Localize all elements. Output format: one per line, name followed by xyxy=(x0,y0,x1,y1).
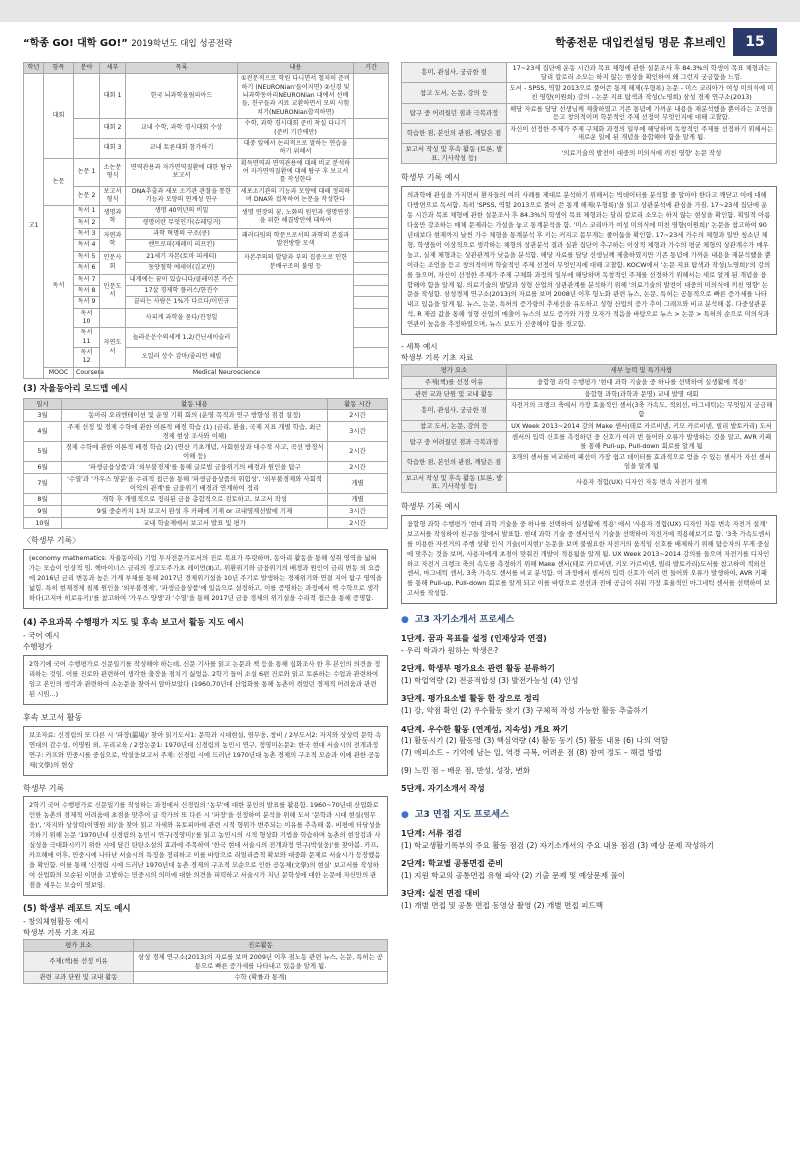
table-row xyxy=(24,474,388,494)
step-heading: 2단계. 학생부 평가요소 관련 활동 분류하기 xyxy=(401,664,555,674)
detail-cell: 독서 12 xyxy=(74,348,100,368)
table-header: 항목 xyxy=(44,63,74,74)
step-heading: 1단계: 서류 점검 xyxy=(401,828,462,838)
content-cell: '수열'과 '가우스 양분'을 수리적 접근을 통해 '파생금융상품의 위험성', '외부불경제와 사회적 이익의 관계'를 금융위기 배경과 연계하여 정리 xyxy=(62,474,328,494)
time-cell: 2시간 xyxy=(328,442,388,462)
table-row xyxy=(24,506,388,518)
key-cell: 탐구 중 어려웠던 점과 극복과정 xyxy=(402,103,507,123)
content-cell: 대중 앞에서 논리적으로 말하는 연습을 하기 위해서 xyxy=(238,138,354,158)
key-cell: 보고서 작성 및 후속 활동 (토론, 발표, 기사작성 등) xyxy=(402,472,507,492)
sec4-label2: 후속 보고서 활동 xyxy=(23,713,83,723)
record2-box: 의과학에 관심을 가지면서 환자들의 여러 사례를 제대로 분석하기 위해서는 빅데이터를 분석할 줄 알아야 한다고 깨닫고 이에 대해 다방면으로 독서함. 특히 'SPSS, 역할 2013으로 풀어 쓴 통계 해제(우형록)'을 읽고 상관분석에 관심을 가짐. 17~23세 집단에 운동 시간과 목표 체형에 관한 설문조사 후 84.3%의 학생이 목표 체형과는 달리 칼로리 소모는 하지 않는 현상을 확인함. 획일적 아름다움만 강조하는 매체 문제라는 가설을 놓고 통계분석을 함. '미스 코리아가 여성 미의식에 미친 영향(이원희)' 논문을 참고하여 90년대보다 현재까지 날씬 가수 체형을 통계분석 후 키는 커지고 몸무게는 줄어듦을 확인함. 17~23세 가수의 체형과 일반 청소년 체형, 학생들이 이상적으로 생각하는 체형의 상관분석 결과 실관 집단이 추구하는 이상적 체형과 가수의 평균 체형의 상관계수가 매우 높고, 실제 체형과는 상관관계가 낮음을 분석함. 해당 자료를 담당 선생님께 제출하였지만 기존 통념에 가까운 내용을 재분석했을 뿐이라는 조언을 듣고 창의적이며 학술적인 주제 선정이 무엇인지에 대해 고찰함. KOCW에서 '논문 지표 탐색과 작성(노영희)'의 강의를 들으며, 자신이 선정한 주제가 주제 구체화 과정의 일부에 해당하며 독창적인 주제를 선정하기 위해서는 새로 알게 된 개념을 융합해야 함을 알게 됨. 의료기술의 발달과 성형 산업의 상관관계를 분석하기 위해 '의료기술의 발전이 대중의 미의식에 끼친 영향' 논문을 작성함. 삼성경제 연구소(2013)의 자료를 보며 2008년 이후 헝노화 관련 뉴스, 논문, 특허는 공통적으로 빠른 증가세를 나타내고 있음을 알게 됨. 뉴스, 논문, 특허의 증가량의 추세선을 유도하고 성형 산업의 증가 추이 그래프와 비교 분석해 봄. 다중상관분석, R 제곱 값을 통해 성형 산업의 매출이 뉴스의 보도 증가와 가장 모자가 적음을 바탕으로 뉴스 > 논문 > 특허의 순으로 미의식과 연관이 높음을 추정하였으며, 뉴스 보도가 신중해야 함을 경고함. xyxy=(401,186,777,335)
detail-cell: 논문 1 xyxy=(74,158,100,186)
list-cell: 생명이란 무엇인가(슈레딩거) xyxy=(126,217,238,228)
detail-cell: 독서 1 xyxy=(74,206,100,217)
table-row xyxy=(402,388,777,400)
date-cell: 10월 xyxy=(24,517,62,529)
time-cell: 2시간 xyxy=(328,462,388,474)
activity-plan-table xyxy=(23,62,389,379)
field-cell xyxy=(100,308,126,328)
content-cell: 교내 학술제에서 보고서 발표 및 평가 xyxy=(62,517,328,529)
value-cell: 삼성 경제 연구소(2013)의 자료를 보며 2009년 이후 점노동 관련 뉴스, 논문, 특허는 공통으로 빠른 증가세를 나타내고 있음을 알게 됨. xyxy=(134,952,388,972)
detail-cell: 독서 7 xyxy=(74,274,100,285)
content-cell: 주제 선정 및 경제 수학에 관한 이론적 배경 학습 (1) (금리, 환율, 국제 지표 개별 학습, 최근 경제 현상 조사와 이해) xyxy=(62,421,328,441)
table-row xyxy=(24,367,389,378)
content-cell: 9월 중순까지 1차 보고서 완성 후 카페에 기재 or 교내영재선발에 기재 xyxy=(62,506,328,518)
period-cell xyxy=(354,229,389,240)
date-cell: 8월 xyxy=(24,494,62,506)
sec4-label: 수행평가 xyxy=(23,642,52,652)
list-cell: 교내 토론대회 참가하기 xyxy=(126,138,238,158)
date-cell: 7월 xyxy=(24,474,62,494)
period-cell xyxy=(354,186,389,206)
field-cell xyxy=(74,138,100,158)
table-row xyxy=(402,420,777,432)
table-row xyxy=(24,421,388,441)
table-header: 목록 xyxy=(126,63,238,74)
sec5-title: (5) 학생부 레포트 지도 예시 xyxy=(23,903,131,914)
content-cell xyxy=(238,274,354,367)
content-cell: '파생금융상품'과 '외부불경제'를 통해 글로벌 금융위기의 배경과 원인을 탐구 xyxy=(62,462,328,474)
table-row xyxy=(402,377,777,389)
field-cell: 보고서 형식 xyxy=(100,186,126,206)
sec5-sub2: 학생부 기록 기초 자료 xyxy=(23,928,96,938)
content-cell: 경제 수학에 관한 이론적 배경 학습 (2) (연산 기초개념, 사회현상과 대수적 사고, 곡선 방정식 이해 등) xyxy=(62,442,328,462)
field-cell xyxy=(74,119,100,139)
value-cell: 사용자 경험(UX) 디자인 자동 변속 자전거 설계 xyxy=(507,472,777,492)
table-header: 세부 xyxy=(100,63,126,74)
value-cell: 센서의 입력 신호를 측정하던 중 신호가 여러 번 들어와 오류가 발생하는 것을 알고, AVR 키패를 통해 Pull-up, Pull-down 회로를 알게 됨 xyxy=(507,432,777,452)
step-line: (7) 에피소드 – 기억에 남는 일, 역경 극복, 어려운 점 (8) 참여 정도 – 해결 방법 xyxy=(401,747,662,757)
value-cell: 자전거의 크랭크 축에서 가장 효율적인 센서(3축 가속도, 적외선, 마그네틱)는 무엇일지 궁금해 함 xyxy=(507,400,777,420)
table-header: 분야 xyxy=(74,63,100,74)
setuk-table xyxy=(401,364,777,493)
field-cell: 인문사회 xyxy=(100,251,126,274)
detail-cell: 대회 1 xyxy=(100,74,126,119)
table-row xyxy=(402,452,777,472)
value-cell: 자신이 선정한 주제가 주제 구체화 과정의 일부에 해당하며 독창적인 주제를 선정하기 위해서는 새로운 일에 된 개념을 융합해야 함을 알게 됨. xyxy=(507,123,777,143)
category-cell: 논문 xyxy=(44,158,74,206)
detail-cell: 독서 5 xyxy=(74,251,100,262)
table-header: 일시 xyxy=(24,398,62,410)
step-heading: 2단계: 학교별 공통면접 준비 xyxy=(401,859,504,869)
list-cell: 한국 뇌과학올림피아드 xyxy=(126,74,238,119)
detail-cell: 논문 2 xyxy=(74,186,100,206)
key-cell: 주제(책)를 선정 이유 xyxy=(402,377,507,389)
time-cell: 3시간 xyxy=(328,421,388,441)
field-cell xyxy=(74,74,100,119)
period-cell xyxy=(354,297,389,308)
field-cell: Coursera xyxy=(74,367,100,378)
time-cell: 3시간 xyxy=(328,506,388,518)
record1-box: (economy mathematics: 자율동아리) 기업 투자전문가로서의 진로 목표가 뚜렷하며, 동아리 활동을 통해 성취 영역을 넓혀가는 모습이 인상적 임. 헥마이너스 금리의 경고도주가초 레이먼(Ⅱ)고, 위환위기와 금융위기의 배경과 원인이 금리 변동 외 요즘에 2016년 금리 변동과 높은 가계 부채를 통해 2017년 경제위기설을 10년 주기로 발생하는 경제위기와 연결 지어 탐구 영역을 넓힘. 특히 현재경제 침체 원인을 '외부불경제', '파생금융상품'에 있음으로 설정하고, 이를 증명하는 과정에서 책 수학으로 생각하다(고지마 히로유키)'를 참고하여 '가우스 양생'과 '수열'을 통해 2017년 금융 경제의 위기설을 수리적 접근을 통해 증명함. xyxy=(23,549,388,609)
table-row xyxy=(24,229,389,240)
detail-cell: 독서 4 xyxy=(74,240,100,251)
list-cell: 과학 혁명의 구조(쿤) xyxy=(126,229,238,240)
report-table xyxy=(23,939,388,984)
content-cell: 개학 후 개별적으로 정리된 금융 총합적으로 검토하고, 보고서 작성 xyxy=(62,494,328,506)
table-row xyxy=(24,494,388,506)
table-row xyxy=(24,186,389,206)
key-cell: 탐구 중 어려웠던 점과 극복과정 xyxy=(402,432,507,452)
value-cell: UX Week 2013~2014 강의 Make 센서(테로 카르비넨, 키모 카르비넨, 빌리 발토카리) 도서 xyxy=(507,420,777,432)
date-cell: 9월 xyxy=(24,506,62,518)
header-title: “학종 GO! 대학 GO!” 2019학년도 대입 성공전략 xyxy=(23,38,233,49)
value-cell: 융합형 과학(과학과 문명) 교내 발명 대회 xyxy=(507,388,777,400)
period-cell xyxy=(354,367,389,378)
key-cell: 흥미, 관심사, 궁금한 점 xyxy=(402,63,507,83)
key-cell: 주제(책)를 선정 이유 xyxy=(24,952,134,972)
detail-cell: 독서 10 xyxy=(74,308,100,328)
field-cell: 소논문 형식 xyxy=(100,158,126,186)
date-cell: 3월 xyxy=(24,410,62,422)
value-cell: 융합형 과학 수행평가 '현대 과학 기술을 중 하나를 선택하여 실생활에 적용' xyxy=(507,377,777,389)
period-cell xyxy=(354,308,389,328)
field-cell: 인문도서 xyxy=(100,274,126,308)
content-cell: 수학, 과학 경시대회 준비 착실 다니기 (준비 기간에만) xyxy=(238,119,354,139)
table-row xyxy=(402,400,777,420)
page-number: 15 xyxy=(733,28,777,56)
step-heading: 5단계. 자기소개서 작성 xyxy=(401,784,485,794)
field-cell: 자연도서 xyxy=(100,328,126,367)
table-row xyxy=(24,119,389,139)
value-cell: 수학 (확률과 통계) xyxy=(134,972,388,984)
table-header: 평가 요소 xyxy=(402,365,507,377)
step-line: - 우리 학과가 원하는 학생은? xyxy=(401,646,499,656)
list-cell: 17살 경제학 플러스/한진수 xyxy=(126,285,238,296)
period-cell xyxy=(354,119,389,139)
grade-cell: 고1 xyxy=(24,74,44,379)
record3-box: 융합형 과학 수행평가 '현대 과학 기술을 중 하나를 선택하여 실생활에 적용' 에서 '사용자 경험(UX) 디자인 자동 변속 자전거 설계' 보고서를 작성하여 친구들 앞에서 발표함. 현대 과학 기술 중 센서인식 기술을 선택하여 자전거에 적용해보기로 함. '3축 가속도센서를 이용한 자전거의 주행 상황 인식 기술(이지현)' 논문을 보며 불필요한 자전거의 움직임 신호를 배제하기 위해 탐승자의 무게 중심에 맞추는 것을 보며, 사용자에게 초점이 맞춰진 개발이 적용됨을 알게 됨. UX Week 2013~2014 강의를 들으며 자전거를 디자인 하고 자전거 크랭크 축의 속도를 측정하기 위해 Make 센서(테로 카르비넨, 키모 카르비넨, 빌리 발토카리)도서를 참고하여 적외선 센서, 마그네틱 센서, 3축 가속도 센서를 비교 분석함. 이 과정에서 센서의 입력 신호가 여러 번 들어와 오류가 발생하여, AVR 키패를 통해 Pull-up, Pull-down 회로를 알게 되고 이를 바탕으로 전선과 전에 공급이 쉬워 가장 효율적인 마그네틱 센서를 선택하여 보고서를 작성함. xyxy=(401,515,777,604)
table-row xyxy=(24,138,389,158)
list-cell: 놀라운운수의세계 1,2/건닌세이슬러 xyxy=(126,328,238,348)
value-cell: 3개의 센서를 비교하여 패선이 가장 쉽고 데이터를 효과적으로 얻을 수 있는 센서가 자선 센서임을 알게 됨 xyxy=(507,452,777,472)
key-cell: 참고 도서, 논문, 강의 등 xyxy=(402,83,507,103)
step-line: (1) 강, 약점 확인 (2) 우수활동 찾기 (3) 구체적 작성 가능한 활동 추출하기 xyxy=(401,706,649,716)
content-cell: 패러다임의 학문으로서의 과학의 본질과 발전방향 모색 xyxy=(238,229,354,252)
bullet-icon: ● xyxy=(401,809,409,820)
list-cell: 사피게 과학을 묻다/진정일 xyxy=(126,308,238,328)
detail-cell: 대회 2 xyxy=(100,119,126,139)
period-cell xyxy=(354,251,389,262)
sec5-sub1: - 창의체험활동 예시 xyxy=(23,917,89,927)
period-cell xyxy=(354,240,389,251)
key-cell: 참고 도서, 논문, 강의 등 xyxy=(402,420,507,432)
sec6-label: 학생부 기록 기초 자료 xyxy=(401,353,474,363)
table-row xyxy=(24,206,389,217)
key-cell: 학습한 점, 본인의 관점, 깨달은 점 xyxy=(402,123,507,143)
step-heading: 3단계. 평가요소별 활동 한 장으로 정리 xyxy=(401,694,540,704)
sec4-title: (4) 주요과목 수행평가 지도 및 후속 보고서 활동 지도 예시 xyxy=(23,617,244,628)
content-cell: 생명 연장의 꿈, 노화의 원인과 생명연장을 위한 해결방안에 대하여 xyxy=(238,206,354,229)
record3-label: 학생부 기록 예시 xyxy=(401,502,461,512)
detail-cell: 독서 2 xyxy=(74,217,100,228)
list-cell: 면역관용과 자가면역질환에 대한 탐구 보고서 xyxy=(126,158,238,186)
table-header: 세부 능력 및 특기사항 xyxy=(507,365,777,377)
table-header: 학년 xyxy=(24,63,44,74)
time-cell: 2시간 xyxy=(328,517,388,529)
report-table-continued xyxy=(401,62,777,164)
bullet1-title: ● 고3 자기소개서 프로세스 xyxy=(401,615,515,626)
list-cell: 동양철학 에세이(김교빈) xyxy=(126,263,238,274)
step-line: (1) 활동시기 (2) 활동명 (3) 핵심역량 (4) 활동 동기 (5) 활동 내용 (6) 나의 역할 xyxy=(401,736,669,746)
time-cell: 개별 xyxy=(328,474,388,494)
list-cell: 오일러 상수 감마/줄리언 해빌 xyxy=(126,348,238,368)
period-cell xyxy=(354,74,389,119)
content-cell: 자본주의의 발달과 부의 집중으로 인한 분배구조의 불평 등 xyxy=(238,251,354,274)
date-cell: 6월 xyxy=(24,462,62,474)
list-cell: Medical Neuroscience xyxy=(100,367,354,378)
sec4-label3: 학생부 기록 xyxy=(23,783,65,793)
list-cell: 교내 수학, 과학 경시대회 수상 xyxy=(126,119,238,139)
table-row xyxy=(24,274,389,285)
bullet2-title: ● 고3 면접 지도 프로세스 xyxy=(401,809,509,820)
step-line: (9) 느낀 점 – 배운 점, 반성, 성장, 변화 xyxy=(401,765,531,775)
detail-cell: 독서 6 xyxy=(74,263,100,274)
category-cell: MOOC xyxy=(44,367,74,378)
header-brand: 학종전문 대입컨설팅 명문 휴브레인 xyxy=(555,36,726,49)
record1-label: 〈학생부 기록〉 xyxy=(23,536,81,546)
table-row xyxy=(402,63,777,83)
field-cell: 생명과학 xyxy=(100,206,126,229)
key-cell: 관련 교과 단원 및 교내 활동 xyxy=(402,388,507,400)
step-heading: 4단계. 우수한 활동 (연계성, 지속성) 개요 짜기 xyxy=(401,724,569,734)
time-cell: 개별 xyxy=(328,494,388,506)
detail-cell: 독서 3 xyxy=(74,229,100,240)
value-cell: 도서 - SPSS, 역할 2013으로 풀어쓴 통계 해제(우형록) 논문 - 미스 코리아가 여성 미의식에 미친 영향(이원희) 강의 - 논문 지표 탐색과 작성(노영희) 삼성 경제 연구소(2013) xyxy=(507,83,777,103)
period-cell xyxy=(354,263,389,274)
table-row xyxy=(24,74,389,119)
table-row xyxy=(24,251,389,262)
right-column xyxy=(401,62,777,911)
table-row xyxy=(24,462,388,474)
roadmap-table xyxy=(23,398,388,530)
step-heading: 1단계. 꿈과 목표를 설정 (인재상과 연결) xyxy=(401,634,547,644)
bullet-icon: ● xyxy=(401,615,409,626)
sec4-box1: 2학기에 국어 수행평가로 신문일기를 작성해야 하는데, 신문 기사를 읽고 논문과 책 등을 통해 심화조사 한 후 본인의 의견을 정리하는 것임. 이를 진로와 관련하여 생각한 출장을 점치기 싫었음. 2학기 들어 소설 6편 진로와 읽고 토론하는 수업과 관련하여 임고 본인의 생각과 관련하여 소논문을 찾아서 알아보았다 (1960,70년대 산업화를 통해 농촌이 겪었던 경제적 어려움과 관련된 시임...) xyxy=(23,655,388,705)
table-row xyxy=(24,158,389,186)
sec6-sub: - 세특 예시 xyxy=(401,342,438,352)
list-cell: 엔트로피(제레미 리프킨) xyxy=(126,240,238,251)
period-cell xyxy=(354,285,389,296)
record2-label: 학생부 기록 예시 xyxy=(401,173,461,183)
list-cell: 생명 40억년의 비밀 xyxy=(126,206,238,217)
table-row xyxy=(402,432,777,452)
key-cell: 흥미, 관심사, 궁금한 점 xyxy=(402,400,507,420)
date-cell: 5월 xyxy=(24,442,62,462)
table-header: 내용 xyxy=(238,63,354,74)
table-row xyxy=(24,442,388,462)
step-line: (1) 학교생활기록부의 주요 활동 점검 (2) 자기소개서의 주요 내용 점검 (3) 예상 문제 작성하기 xyxy=(401,840,715,850)
table-row xyxy=(24,517,388,529)
category-cell: 독서 xyxy=(44,206,74,367)
sec4-box2: 보조자료: 신경림의 또 다른 시 '파장(罷場)' 찾아 읽기도서1: 문학과 시대현실, 염무웅, 창비 / 2부도서2: 자지와 상상력 문학 속 연대의 감수성, 이명원 외, 우리교육 / 2장논문1: 1970년대 신경림의 농민시 연구, 정영미논문2: 한국 현대 서술시의 전개과정 연구: 카프와 민중시를 중심으로, 박설웅보고서 주제: 신경림 시에 드러난 1970년대 농촌 경제의 구조적 모순과 이에 관한 공동체(文學)의 현상 xyxy=(23,726,388,776)
list-cell: 내게에는 꿈이 있습니다/클레이본 카슨 xyxy=(126,274,238,285)
sec4-sub: - 국어 예시 xyxy=(23,631,60,641)
date-cell: 4월 xyxy=(24,421,62,441)
table-row xyxy=(402,144,777,164)
left-column xyxy=(23,62,388,984)
field-cell: 자연과학 xyxy=(100,229,126,252)
table-row xyxy=(402,103,777,123)
detail-cell: 독서 9 xyxy=(74,297,100,308)
period-cell xyxy=(354,274,389,285)
key-cell: 보고서 작성 및 후속 활동 (토론, 발표, 기사작성 등) xyxy=(402,144,507,164)
table-header: 활동 내용 xyxy=(62,398,328,410)
category-cell: 대회 xyxy=(44,74,74,158)
key-cell: 학습한 점, 본인의 관점, 깨달은 점 xyxy=(402,452,507,472)
table-header: 기간 xyxy=(354,63,389,74)
content-cell: 획득면역과 면역관용에 대해 비교 분석하여 자가면역질환에 대해 탐구 후 보고서를 작성한다 xyxy=(238,158,354,186)
table-row xyxy=(402,83,777,103)
table-row xyxy=(402,472,777,492)
period-cell xyxy=(354,138,389,158)
table-header: 평가 요소 xyxy=(24,940,134,952)
step-line: (1) 학업역량 (2) 전공적합성 (3) 발전가능성 (4) 인성 xyxy=(401,676,579,686)
detail-cell: 독서 11 xyxy=(74,328,100,348)
top-bar xyxy=(0,0,800,22)
bullet2-steps xyxy=(401,829,777,911)
content-cell: ①전문적으로 학원 다니면서 철저히 준비하기 (NEURONian'들어지면) ②신경 및 뇌과학동아리NEURONian 내에서 선배들, 친구들과 지료 교환하면서 모의 시험 치기(NEURONian합격하면) xyxy=(238,74,354,119)
detail-cell: 독서 8 xyxy=(74,285,100,296)
detail-cell: 대회 3 xyxy=(100,138,126,158)
table-row xyxy=(24,410,388,422)
list-cell: 21세기 자본(토마 피케티) xyxy=(126,251,238,262)
step-line: (1) 지원 학교의 공통면접 유형 파악 (2) 기출 문제 및 예상문제 풀이 xyxy=(401,870,626,880)
sec4-box3: 2학기 국어 수행평가로 신문일기를 작성하는 과정에서 신경림의 '농무'에 대한 분인의 발표를 활용함. 1960~70년대 산업화로 인한 농촌의 경제적 어려움에 초점을 맞추어 글 작가의 또 다른 시 '파장'을 선정하여 분석을 위해 도서 '문학과 시대 현실(염무웅)', '자지와 상상력(이명원 외)'을 찾아 읽고 자세와 유토피아에 관련 시적 형위가 변주되는 이유를 추측해 봄. 비평에 타당성을 기하기 위해 논문 '1970년대 신경림의 농민시 연구(정영미)'를 읽고 농민시의 시적 형상화 기법을 학습하며 농촌의 현장감과 사실성을 극대화시키기 위한 시에 담긴 탄탄소설의 효과에 주목하여 '한국 현대 서술시의 전개과정 연구(박설웅)'를 찾아봄. 카프, 카프해에 이후, 민중시에 나타난 서술시의 특징을 정리하고 이를 바탕으로 리얼리즘적 확보와 대중화 문제로 서술시가 등장했음을 확인함. 이를 통해 '신경림 시에 드러난 1970년대 농촌 경제의 구조적 모순으로 인한 공동체(文學)의 현실' 보고서를 작성하여 산업화의 모순된 이면을 고발하는 민중시의 의미에 대한 의견을 피력하고 서술시가 지닌 문학성에 대한 논문에 자신만의 관점을 세우는 모습이 엿보임. xyxy=(23,796,388,895)
value-cell: '의료기술의 발전이 대중의 미의식에 끼친 영향' 논문 작성 xyxy=(507,144,777,164)
value-cell: 해당 자료를 담당 선생님께 제출하였고 기존 통념에 가까운 내용을 재분석했을 뿐이라는 조언을 듣고 창의적이며 학문적인 주제 선정이 무엇인지에 대해 고찰함. xyxy=(507,103,777,123)
value-cell: 17~23세 집단에 운동 시간과 목표 체형에 관한 설문조사 후 84.3%의 학생이 목표 체형과는 달리 칼로리 소모는 하지 않는 현상을 확인하여 왜 그런지 궁금함을 느낌. xyxy=(507,63,777,83)
step-line: (1) 개별 면접 및 공통 면접 동영상 촬영 (2) 개별 면접 피드백 xyxy=(401,900,604,910)
period-cell xyxy=(354,158,389,186)
list-cell: DNA추출과 세포 소기관 관찰을 통한 기능과 모양의 연계성 연구 xyxy=(126,186,238,206)
period-cell xyxy=(354,206,389,217)
table-row xyxy=(402,123,777,143)
content-cell: 세포소기관의 기능과 모양에 대해 정리하며 DNA와 접목하여 논문을 작성한다 xyxy=(238,186,354,206)
sec3-title: (3) 자율동아리 로드맵 예시 xyxy=(23,384,128,395)
content-cell: 동아리 오리엔테이션 및 운영 기획 회의 (운영 목적과 연구 방향성 점검 설정) xyxy=(62,410,328,422)
period-cell xyxy=(354,348,389,368)
table-header: 활동 시간 xyxy=(328,398,388,410)
table-row xyxy=(24,952,388,972)
table-row xyxy=(24,972,388,984)
step-heading: 3단계: 실전 면접 대비 xyxy=(401,889,480,899)
table-header: 진로활동 xyxy=(134,940,388,952)
period-cell xyxy=(354,217,389,228)
bullet1-steps xyxy=(401,634,777,794)
time-cell: 2시간 xyxy=(328,410,388,422)
period-cell xyxy=(354,328,389,348)
key-cell: 관련 교과 단원 및 교내 활동 xyxy=(24,972,134,984)
list-cell: 끌리는 사람은 1%가 다르다/이민규 xyxy=(126,297,238,308)
